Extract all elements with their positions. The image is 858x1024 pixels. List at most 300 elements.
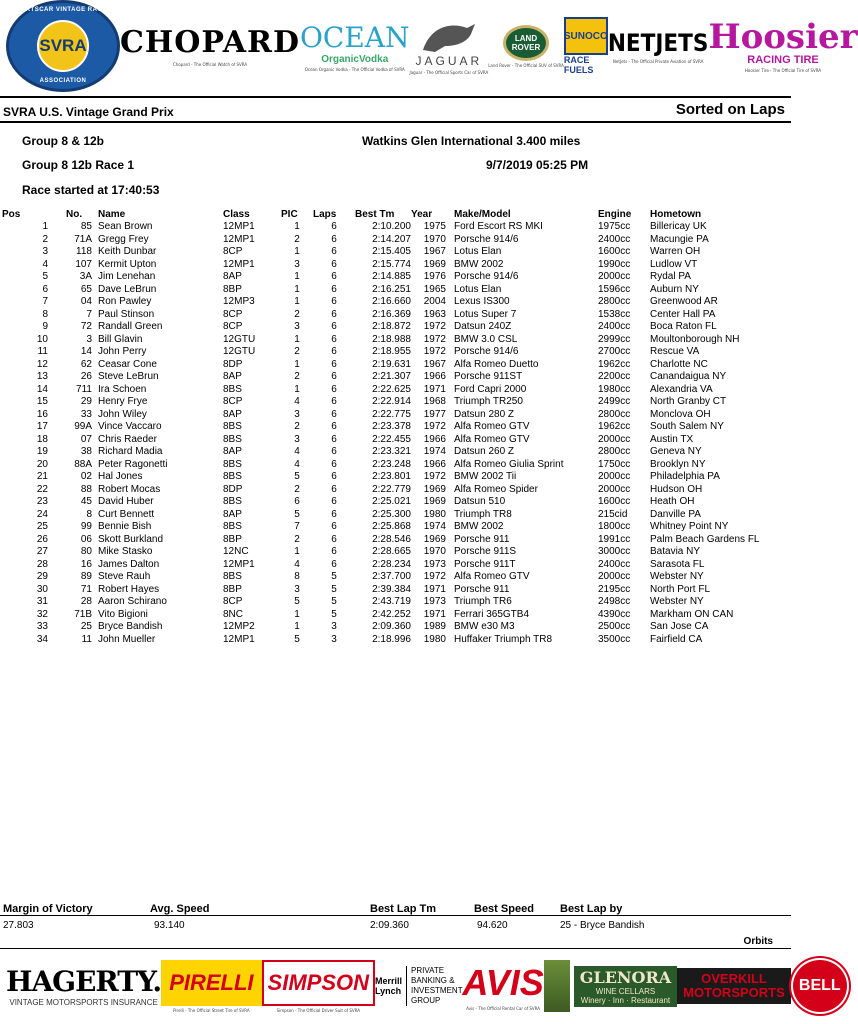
cell-pic: 1 bbox=[294, 333, 300, 345]
cell-hometown: Geneva NY bbox=[650, 446, 702, 457]
best-lap-time-value: 2:09.360 bbox=[370, 920, 409, 931]
table-row bbox=[2, 584, 790, 597]
cell-year: 1970 bbox=[423, 546, 446, 557]
best-lap-by-label: Best Lap by bbox=[560, 903, 623, 915]
chopard-name: CHOPARD bbox=[120, 25, 300, 60]
hoosier-tag: Hoosier Tire - The Official Tire of SVRA bbox=[744, 67, 822, 73]
cell-best-time: 2:23.248 bbox=[372, 458, 411, 470]
cell-best-time: 2:16.369 bbox=[372, 308, 411, 320]
cell-pic: 1 bbox=[294, 296, 300, 307]
cell-pic: 2 bbox=[294, 233, 300, 245]
cell-pic: 1 bbox=[294, 383, 300, 395]
cell-class: 12MP2 bbox=[223, 621, 255, 632]
cell-pos: 24 bbox=[36, 508, 48, 520]
cell-car-number: 85 bbox=[80, 221, 92, 232]
cell-laps: 6 bbox=[331, 383, 337, 395]
ocean-name: OCEAN bbox=[299, 20, 410, 54]
netjets-logo bbox=[608, 29, 709, 64]
cell-engine: 2000cc bbox=[598, 271, 631, 282]
cell-pos: 27 bbox=[36, 546, 48, 557]
avg-speed-value: 93.140 bbox=[154, 920, 185, 931]
header-rule-bottom bbox=[0, 121, 791, 123]
cell-car-number: 28 bbox=[80, 596, 92, 607]
cell-driver-name: Chris Raeder bbox=[98, 433, 157, 445]
cell-car-number: 71A bbox=[74, 233, 92, 245]
cell-pic: 2 bbox=[294, 346, 300, 357]
cell-year: 1971 bbox=[423, 608, 446, 620]
cell-engine: 2800cc bbox=[598, 296, 631, 307]
netjets-name: NETJETS bbox=[607, 28, 709, 57]
overkill-sub: MOTORSPORTS bbox=[683, 985, 785, 1000]
avis-name: AVIS bbox=[462, 961, 544, 1003]
cell-best-time: 2:15.774 bbox=[372, 258, 411, 270]
cell-engine: 1962cc bbox=[598, 421, 631, 432]
cell-laps: 3 bbox=[331, 633, 337, 645]
cell-driver-name: Richard Madia bbox=[98, 446, 163, 457]
svra-top-text: SPORTSCAR VINTAGE RACING bbox=[11, 7, 115, 13]
cell-driver-name: John Perry bbox=[98, 346, 147, 357]
cell-make-model: Lexus IS300 bbox=[454, 296, 510, 307]
cell-laps: 6 bbox=[331, 233, 337, 245]
cell-laps: 5 bbox=[331, 608, 337, 620]
cell-pic: 1 bbox=[294, 358, 300, 370]
cell-year: 1969 bbox=[423, 258, 446, 270]
cell-class: 12MP1 bbox=[223, 558, 255, 570]
cell-driver-name: Keith Dunbar bbox=[98, 246, 157, 257]
cell-pos: 18 bbox=[36, 433, 48, 445]
cell-engine: 2400cc bbox=[598, 233, 631, 245]
col-year: Year bbox=[411, 208, 433, 220]
cell-class: 8CP bbox=[223, 308, 243, 320]
table-row bbox=[2, 409, 790, 422]
cell-year: 1976 bbox=[423, 271, 446, 282]
cell-driver-name: Paul Stinson bbox=[98, 308, 155, 320]
cell-class: 8BP bbox=[223, 583, 242, 595]
cell-car-number: 65 bbox=[80, 283, 92, 295]
cell-class: 8AP bbox=[223, 271, 242, 282]
cell-class: 8BS bbox=[223, 383, 242, 395]
cell-pic: 4 bbox=[294, 396, 300, 407]
cell-pos: 12 bbox=[36, 358, 48, 370]
cell-pos: 13 bbox=[36, 371, 48, 382]
cell-laps: 6 bbox=[331, 246, 337, 257]
jaguar-name: JAGUAR bbox=[415, 53, 483, 68]
cell-class: 8CP bbox=[223, 396, 243, 407]
cell-driver-name: Vince Vaccaro bbox=[98, 421, 162, 432]
glenora-logo bbox=[544, 960, 677, 1012]
cell-class: 12MP1 bbox=[223, 258, 255, 270]
cell-pos: 30 bbox=[36, 583, 48, 595]
table-row bbox=[2, 259, 790, 272]
cell-laps: 6 bbox=[331, 358, 337, 370]
cell-make-model: Datsun 280 Z bbox=[454, 408, 515, 420]
cell-car-number: 26 bbox=[80, 371, 92, 382]
margin-value: 27.803 bbox=[3, 920, 34, 931]
cell-best-time: 2:22.625 bbox=[372, 383, 411, 395]
table-row bbox=[2, 271, 790, 284]
cell-pic: 2 bbox=[294, 533, 300, 545]
cell-year: 1966 bbox=[423, 458, 446, 470]
cell-car-number: 62 bbox=[80, 358, 92, 370]
cell-make-model: Porsche 914/6 bbox=[454, 271, 519, 282]
cell-best-time: 2:18.955 bbox=[372, 346, 411, 357]
cell-make-model: Datsun 510 bbox=[454, 496, 506, 507]
cell-best-time: 2:18.988 bbox=[372, 333, 411, 345]
cell-driver-name: Jim Lenehan bbox=[98, 271, 156, 282]
cell-driver-name: Steve LeBrun bbox=[98, 371, 159, 382]
cell-hometown: North Port FL bbox=[650, 583, 711, 595]
cell-make-model: BMW 2002 bbox=[454, 258, 504, 270]
cell-driver-name: Gregg Frey bbox=[98, 233, 149, 245]
table-row bbox=[2, 559, 790, 572]
cell-laps: 6 bbox=[331, 258, 337, 270]
cell-engine: 1538cc bbox=[598, 308, 631, 320]
cell-car-number: 7 bbox=[86, 308, 92, 320]
cell-class: 8BS bbox=[223, 521, 242, 532]
cell-driver-name: Bill Glavin bbox=[98, 333, 143, 345]
cell-best-time: 2:39.384 bbox=[372, 583, 411, 595]
cell-class: 8AP bbox=[223, 446, 242, 457]
cell-make-model: Lotus Elan bbox=[454, 246, 502, 257]
cell-make-model: Porsche 911ST bbox=[454, 371, 523, 382]
cell-driver-name: Bryce Bandish bbox=[98, 621, 163, 632]
cell-engine: 2498cc bbox=[598, 596, 631, 607]
cell-year: 1973 bbox=[423, 596, 446, 607]
cell-engine: 2400cc bbox=[598, 321, 631, 332]
cell-hometown: Canandaigua NY bbox=[650, 371, 727, 382]
cell-make-model: Porsche 911 bbox=[454, 583, 510, 595]
cell-best-time: 2:09.360 bbox=[372, 621, 411, 632]
cell-car-number: 29 bbox=[80, 396, 92, 407]
cell-best-time: 2:19.631 bbox=[372, 358, 411, 370]
pirelli-tag: Pirelli - The Official Street Tire of SVRA bbox=[173, 1007, 250, 1013]
cell-class: 8AP bbox=[223, 408, 242, 420]
cell-pic: 2 bbox=[294, 371, 300, 382]
cell-driver-name: Ira Schoen bbox=[98, 383, 147, 395]
cell-engine: 2000cc bbox=[598, 433, 631, 445]
table-row bbox=[2, 334, 790, 347]
jaguar-cat-icon bbox=[421, 18, 477, 54]
col-pic: PIC bbox=[281, 208, 298, 220]
hoosier-logo bbox=[708, 16, 858, 73]
cell-engine: 1750cc bbox=[598, 458, 631, 470]
cell-laps: 6 bbox=[331, 508, 337, 520]
table-row bbox=[2, 321, 790, 334]
cell-hometown: Batavia NY bbox=[650, 546, 701, 557]
col-engine: Engine bbox=[598, 208, 632, 220]
bottom-sponsor-bar bbox=[0, 950, 841, 1022]
cell-hometown: Webster NY bbox=[650, 571, 704, 582]
best-speed-label: Best Speed bbox=[474, 903, 534, 915]
race-label: Group 8 12b Race 1 bbox=[22, 158, 135, 172]
cell-car-number: 71 bbox=[80, 583, 92, 595]
cell-engine: 2000cc bbox=[598, 571, 631, 582]
cell-driver-name: Curt Bennett bbox=[98, 508, 155, 520]
cell-make-model: Alfa Romeo GTV bbox=[454, 421, 530, 432]
cell-make-model: Huffaker Triumph TR8 bbox=[454, 633, 553, 645]
cell-pos: 31 bbox=[36, 596, 48, 607]
cell-pic: 1 bbox=[294, 271, 300, 282]
table-row bbox=[2, 284, 790, 297]
cell-pos: 23 bbox=[36, 496, 48, 507]
col-laps: Laps bbox=[313, 208, 337, 220]
cell-best-time: 2:37.700 bbox=[372, 571, 411, 582]
cell-engine: 2400cc bbox=[598, 558, 631, 570]
chopard-tag: Chopard - The Official Watch of SVRA bbox=[172, 62, 248, 67]
cell-laps: 6 bbox=[331, 296, 337, 307]
cell-best-time: 2:23.801 bbox=[372, 471, 411, 482]
cell-hometown: Fairfield CA bbox=[650, 633, 703, 645]
hagerty-name: HAGERTY. bbox=[6, 965, 162, 998]
race-start-time: Race started at 17:40:53 bbox=[22, 183, 160, 197]
cell-laps: 6 bbox=[331, 308, 337, 320]
cell-hometown: Monclova OH bbox=[650, 408, 711, 420]
col-name: Name bbox=[98, 208, 126, 220]
cell-make-model: Alfa Romeo Giulia Sprint bbox=[454, 458, 564, 470]
cell-driver-name: Vito Bigioni bbox=[98, 608, 148, 620]
cell-pic: 4 bbox=[294, 446, 300, 457]
cell-pic: 1 bbox=[294, 283, 300, 295]
cell-pos: 19 bbox=[36, 446, 48, 457]
cell-driver-name: Steve Rauh bbox=[98, 571, 151, 582]
cell-car-number: 45 bbox=[80, 496, 92, 507]
cell-make-model: Porsche 911S bbox=[454, 546, 517, 557]
cell-pos: 1 bbox=[42, 221, 48, 232]
cell-best-time: 2:22.455 bbox=[372, 433, 411, 445]
cell-hometown: Billericay UK bbox=[650, 221, 707, 232]
table-row bbox=[2, 296, 790, 309]
cell-pos: 34 bbox=[36, 633, 48, 645]
cell-engine: 1800cc bbox=[598, 521, 631, 532]
cell-engine: 1596cc bbox=[598, 283, 631, 295]
cell-driver-name: Dave LeBrun bbox=[98, 283, 157, 295]
cell-year: 1977 bbox=[423, 408, 446, 420]
overkill-logo bbox=[677, 968, 791, 1004]
cell-year: 1975 bbox=[423, 221, 446, 232]
cell-laps: 6 bbox=[331, 433, 337, 445]
sunoco-name: SUNOCO bbox=[564, 17, 608, 55]
cell-engine: 2195cc bbox=[598, 583, 631, 595]
netjets-tag: NetJets - The Official Private Aviation of SVRA bbox=[612, 58, 704, 64]
table-row bbox=[2, 459, 790, 472]
cell-car-number: 8 bbox=[86, 508, 92, 520]
cell-hometown: Ludlow VT bbox=[650, 258, 698, 270]
cell-year: 1971 bbox=[423, 583, 446, 595]
cell-hometown: Hudson OH bbox=[650, 483, 703, 495]
cell-year: 1967 bbox=[423, 358, 446, 370]
cell-hometown: Sarasota FL bbox=[650, 558, 705, 570]
cell-engine: 2499cc bbox=[598, 396, 631, 407]
cell-make-model: BMW 2002 bbox=[454, 521, 504, 532]
cell-best-time: 2:25.300 bbox=[372, 508, 411, 520]
cell-car-number: 02 bbox=[80, 471, 92, 482]
cell-pos: 22 bbox=[36, 483, 48, 495]
cell-laps: 6 bbox=[331, 271, 337, 282]
cell-class: 8CP bbox=[223, 246, 243, 257]
cell-year: 1965 bbox=[423, 283, 446, 295]
cell-pos: 33 bbox=[36, 621, 48, 632]
footer-rule bbox=[0, 948, 791, 949]
bell-logo bbox=[791, 958, 849, 1014]
cell-laps: 5 bbox=[331, 583, 337, 595]
cell-class: 8DP bbox=[223, 483, 243, 495]
cell-engine: 1600cc bbox=[598, 496, 631, 507]
cell-engine: 2800cc bbox=[598, 408, 631, 420]
cell-make-model: Datsun 240Z bbox=[454, 321, 512, 332]
cell-make-model: Alfa Romeo GTV bbox=[454, 433, 530, 445]
cell-best-time: 2:43.719 bbox=[372, 596, 411, 607]
cell-year: 1972 bbox=[423, 421, 446, 432]
table-row bbox=[2, 634, 790, 647]
results-body bbox=[2, 221, 790, 646]
cell-best-time: 2:25.868 bbox=[372, 521, 411, 532]
cell-driver-name: Henry Frye bbox=[98, 396, 148, 407]
ocean-vodka-logo bbox=[300, 21, 410, 72]
vineyard-image bbox=[544, 960, 570, 1012]
cell-hometown: Palm Beach Gardens FL bbox=[650, 533, 760, 545]
cell-year: 1968 bbox=[423, 396, 446, 407]
col-make-model: Make/Model bbox=[454, 208, 511, 220]
cell-year: 1989 bbox=[423, 621, 446, 632]
cell-pos: 28 bbox=[36, 558, 48, 570]
cell-best-time: 2:18.996 bbox=[372, 633, 411, 645]
cell-class: 8BP bbox=[223, 283, 242, 295]
table-row bbox=[2, 434, 790, 447]
cell-best-time: 2:28.546 bbox=[372, 533, 411, 545]
svra-center-text: SVRA bbox=[37, 20, 89, 72]
cell-hometown: Markham ON CAN bbox=[650, 608, 734, 620]
cell-best-time: 2:28.234 bbox=[372, 558, 411, 570]
ocean-tag: Ocean Organic Vodka - The Official Vodka of SVRA bbox=[304, 66, 405, 72]
cell-laps: 6 bbox=[331, 333, 337, 345]
cell-pos: 9 bbox=[42, 321, 48, 332]
table-row bbox=[2, 621, 790, 634]
cell-best-time: 2:22.914 bbox=[372, 396, 411, 407]
cell-pic: 3 bbox=[294, 408, 300, 420]
cell-pic: 5 bbox=[294, 596, 300, 607]
avis-tag: Avis - The Official Rental Car of SVRA bbox=[466, 1005, 541, 1011]
cell-laps: 3 bbox=[331, 621, 337, 632]
cell-hometown: Rydal PA bbox=[650, 271, 691, 282]
best-speed-value: 94.620 bbox=[477, 920, 508, 931]
cell-best-time: 2:22.779 bbox=[372, 483, 411, 495]
cell-engine: 1991cc bbox=[598, 533, 631, 545]
cell-engine: 2999cc bbox=[598, 333, 631, 345]
table-row bbox=[2, 471, 790, 484]
cell-engine: 1975cc bbox=[598, 221, 631, 232]
cell-hometown: Alexandria VA bbox=[650, 383, 713, 395]
sunoco-sub: RACE FUELS bbox=[563, 55, 594, 75]
cell-class: 12GTU bbox=[223, 346, 256, 357]
cell-car-number: 72 bbox=[80, 321, 92, 332]
cell-make-model: Lotus Elan bbox=[454, 283, 502, 295]
race-datetime: 9/7/2019 05:25 PM bbox=[486, 158, 589, 172]
track-label: Watkins Glen International 3.400 miles bbox=[362, 134, 581, 148]
table-row bbox=[2, 534, 790, 547]
table-row bbox=[2, 509, 790, 522]
cell-make-model: Porsche 911 bbox=[454, 533, 510, 545]
cell-engine: 2000cc bbox=[598, 471, 631, 482]
cell-class: 8BS bbox=[223, 433, 242, 445]
table-row bbox=[2, 484, 790, 497]
cell-pos: 3 bbox=[42, 246, 48, 257]
cell-laps: 6 bbox=[331, 283, 337, 295]
cell-make-model: Porsche 914/6 bbox=[454, 233, 519, 245]
cell-make-model: Ford Capri 2000 bbox=[454, 383, 527, 395]
cell-car-number: 14 bbox=[80, 346, 92, 357]
cell-class: 8BS bbox=[223, 421, 242, 432]
cell-engine: 4390cc bbox=[598, 608, 631, 620]
cell-driver-name: James Dalton bbox=[98, 558, 160, 570]
cell-hometown: Auburn NY bbox=[650, 283, 699, 295]
cell-pic: 1 bbox=[294, 608, 300, 620]
cell-car-number: 99A bbox=[74, 421, 92, 432]
cell-year: 1972 bbox=[423, 571, 446, 582]
cell-best-time: 2:16.251 bbox=[372, 283, 411, 295]
cell-hometown: Greenwood AR bbox=[650, 296, 718, 307]
event-title: SVRA U.S. Vintage Grand Prix bbox=[3, 105, 174, 119]
cell-pos: 21 bbox=[36, 471, 48, 482]
cell-make-model: Ford Escort RS MKI bbox=[454, 221, 543, 232]
cell-pos: 25 bbox=[36, 521, 48, 532]
cell-pos: 26 bbox=[36, 533, 48, 545]
cell-driver-name: John Mueller bbox=[98, 633, 156, 645]
cell-hometown: Boca Raton FL bbox=[650, 321, 717, 332]
cell-pos: 11 bbox=[37, 346, 48, 357]
cell-class: 8CP bbox=[223, 596, 243, 607]
cell-car-number: 89 bbox=[80, 571, 92, 582]
cell-car-number: 99 bbox=[80, 521, 92, 532]
svra-logo bbox=[6, 0, 120, 92]
cell-pos: 32 bbox=[36, 608, 48, 620]
cell-car-number: 711 bbox=[76, 383, 92, 395]
cell-laps: 6 bbox=[331, 458, 337, 470]
cell-hometown: Whitney Point NY bbox=[650, 521, 729, 532]
header-rule-top bbox=[0, 96, 791, 98]
cell-year: 1969 bbox=[423, 483, 446, 495]
cell-driver-name: Peter Ragonetti bbox=[98, 458, 168, 470]
table-row bbox=[2, 346, 790, 359]
table-header-row bbox=[2, 207, 790, 221]
cell-year: 1967 bbox=[423, 246, 446, 257]
cell-car-number: 33 bbox=[80, 408, 92, 420]
land-rover-logo bbox=[488, 25, 564, 68]
jaguar-logo bbox=[410, 18, 489, 75]
cell-laps: 6 bbox=[331, 521, 337, 532]
cell-laps: 6 bbox=[331, 533, 337, 545]
cell-engine: 1980cc bbox=[598, 383, 631, 395]
cell-hometown: Rescue VA bbox=[650, 346, 700, 357]
table-row bbox=[2, 421, 790, 434]
col-pos: Pos bbox=[2, 208, 21, 220]
cell-hometown: North Granby CT bbox=[650, 396, 727, 407]
cell-best-time: 2:25.021 bbox=[372, 496, 411, 507]
cell-year: 1966 bbox=[423, 433, 446, 445]
cell-engine: 1990cc bbox=[598, 258, 631, 270]
cell-car-number: 3 bbox=[86, 333, 92, 345]
cell-class: 12MP1 bbox=[223, 633, 255, 645]
cell-driver-name: David Huber bbox=[98, 496, 154, 507]
cell-year: 2004 bbox=[423, 296, 446, 307]
table-row bbox=[2, 609, 790, 622]
cell-best-time: 2:18.872 bbox=[372, 321, 411, 332]
cell-car-number: 11 bbox=[81, 633, 92, 645]
cell-laps: 6 bbox=[331, 396, 337, 407]
cell-driver-name: Robert Hayes bbox=[98, 583, 160, 595]
jaguar-tag: Jaguar - The Official Sports Car of SVRA bbox=[409, 69, 489, 75]
cell-car-number: 3A bbox=[79, 271, 92, 282]
cell-class: 12NC bbox=[223, 546, 249, 557]
